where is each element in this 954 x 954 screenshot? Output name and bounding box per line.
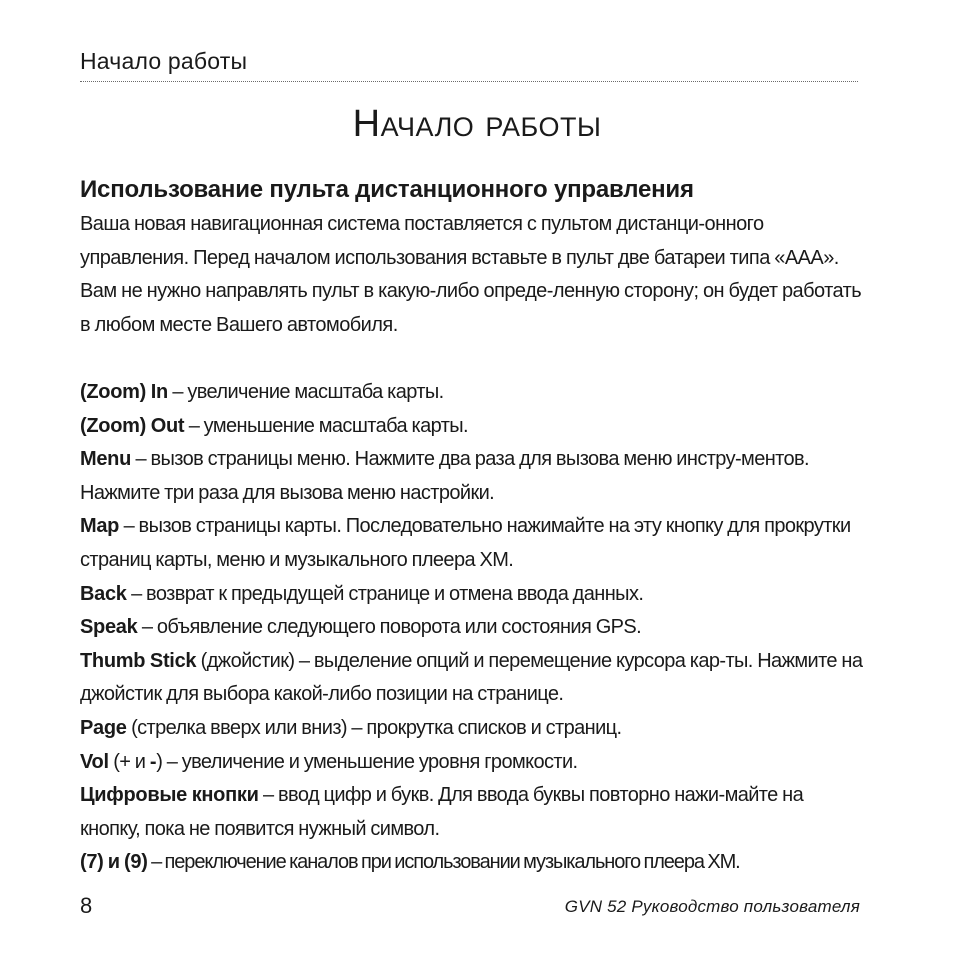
button-description-digit-keys xyxy=(80,779,866,846)
button-key: Menu xyxy=(80,448,132,471)
button-description-page xyxy=(80,712,866,746)
page-content xyxy=(80,172,866,880)
button-desc: – объявление следующего поворота или состояния GPS. xyxy=(137,616,642,639)
page-title: Начало работы xyxy=(352,103,602,145)
button-description-speak xyxy=(80,611,866,645)
button-desc-pre: (+ и xyxy=(108,750,150,773)
page-number: 8 xyxy=(80,893,93,918)
button-desc: (джойстик) – выделение опций и перемещение курсора кар-ты. Нажмите на джойстик для выбора какой-либо позиции на странице. xyxy=(80,649,863,706)
button-key: (Zoom) Out xyxy=(80,414,185,437)
button-desc: – ввод цифр и букв. Для ввода буквы повторно нажи-майте на кнопку, пока не появится нужный символ. xyxy=(80,784,804,840)
button-desc: – возврат к предыдущей странице и отмена ввода данных. xyxy=(126,582,644,605)
spacer xyxy=(80,342,866,376)
button-desc: (стрелка вверх или вниз) – прокрутка списков и страниц. xyxy=(126,716,622,739)
button-desc: – вызов страницы карты. Последовательно нажимайте на эту кнопку для прокрутки страниц карты, меню и музыкального плеера XM. xyxy=(80,515,851,571)
button-description-thumb-stick xyxy=(80,645,866,712)
button-description-back xyxy=(80,578,866,612)
intro-text: Ваша новая навигационная система поставляется с пультом дистанци-онного управления. Перед началом использования вставьте в пульт две батареи типа «AAA». Вам не нужно направлять пульт в какую-либо опреде-ленную сторону; он будет работать в любом месте Вашего автомобиля. xyxy=(80,213,862,336)
button-description-zoom-in xyxy=(80,376,866,410)
button-description-vol xyxy=(80,746,866,780)
button-desc: – уменьшение масштаба карты. xyxy=(184,414,469,437)
button-description-map xyxy=(80,510,866,577)
button-key: Map xyxy=(80,515,120,538)
button-description-7-and-9 xyxy=(80,846,866,880)
button-desc: – переключение каналов при использовании музыкального плеера XM. xyxy=(147,851,740,874)
button-key: (7) и (9) xyxy=(80,851,148,874)
running-head: Начало работы xyxy=(80,48,248,74)
button-desc: – вызов страницы меню. Нажмите два раза для вызова меню инстру-ментов. Нажмите три раза для вызова меню настройки. xyxy=(80,448,810,504)
button-key: Цифровые кнопки xyxy=(80,784,259,807)
button-description-zoom-out xyxy=(80,410,866,444)
intro-paragraph xyxy=(80,208,866,342)
button-desc: ) – увеличение и уменьшение уровня громкости. xyxy=(156,750,578,773)
button-desc: – увеличение масштаба карты. xyxy=(167,381,444,403)
header-divider xyxy=(80,81,858,82)
button-key: Page xyxy=(80,716,127,739)
button-key: Vol xyxy=(80,750,109,773)
button-key-minus: - xyxy=(149,750,157,773)
footer-document-title: GVN 52 Руководство пользователя xyxy=(564,897,860,916)
button-key: Back xyxy=(80,582,127,605)
button-key: Thumb Stick xyxy=(80,649,197,672)
section-heading: Использование пульта дистанционного управления xyxy=(80,176,694,203)
button-description-menu xyxy=(80,443,866,510)
button-key: (Zoom) In xyxy=(80,381,168,403)
button-key: Speak xyxy=(80,616,138,639)
